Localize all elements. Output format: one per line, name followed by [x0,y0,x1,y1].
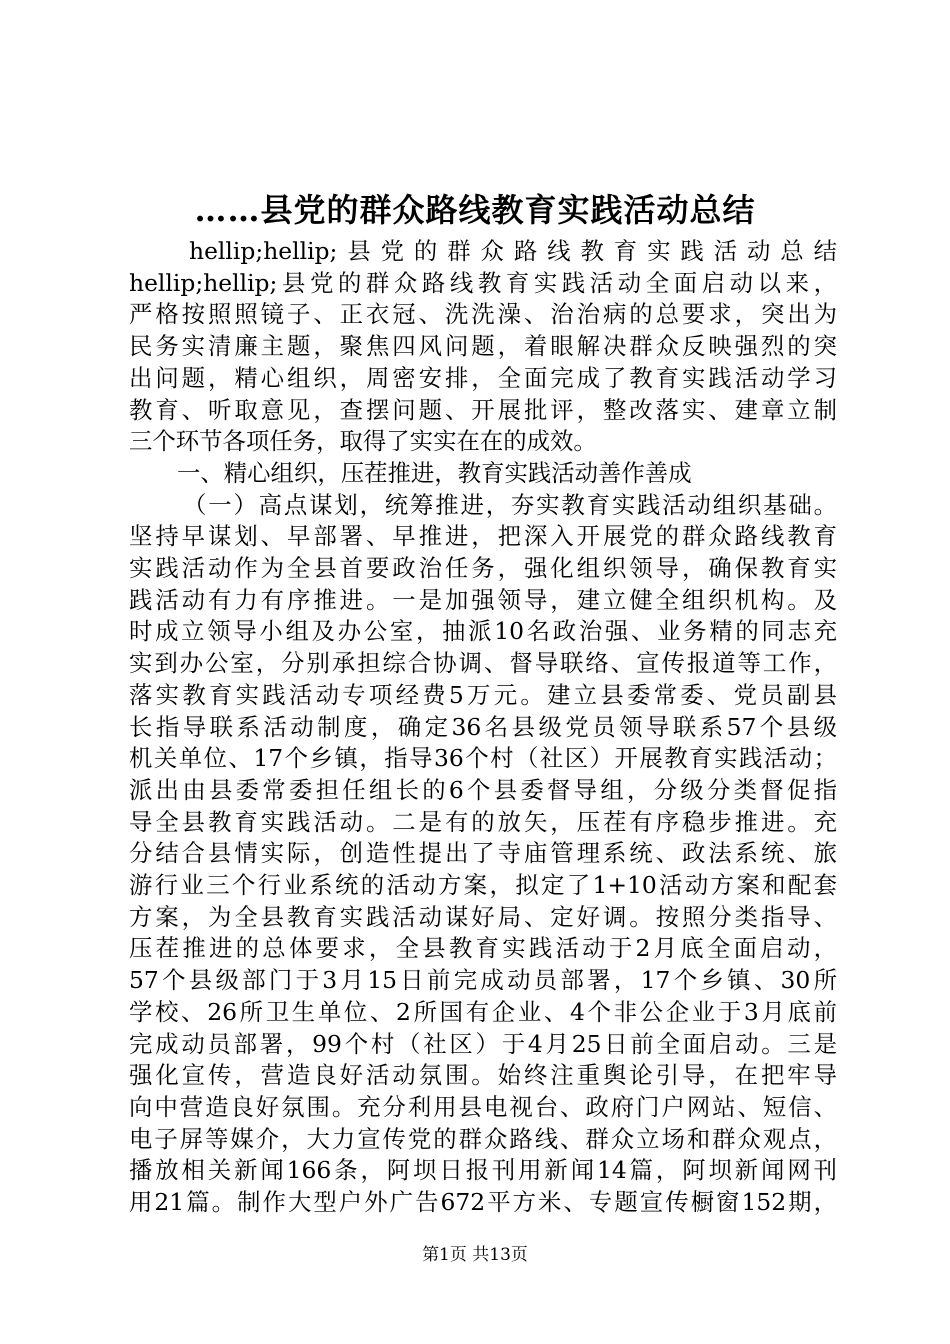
body-line: 落实教育实践活动专项经费5万元。建立县委常委、党员副县 [129,680,837,709]
body-line: 时成立领导小组及办公室，抽派10名政治强、业务精的同志充 [129,617,837,646]
body-line: 57个县级部门于3月15日前完成动员部署，17个乡镇、30所 [129,966,837,995]
body-line: 播放相关新闻166条，阿坝日报刊用新闻14篇，阿坝新闻网刊 [129,1156,837,1185]
subsection-heading: （一）高点谋划，统筹推进，夯实教育实践活动组织基础。 [183,490,837,519]
body-line: 坚持早谋划、早部署、早推进，把深入开展党的群众路线教育 [129,522,837,551]
body-line: hellip;hellip;县党的群众路线教育实践活动总结 [189,237,837,265]
body-line: 用21篇。制作大型户外广告672平方米、专题宣传橱窗152期， [129,1188,837,1217]
body-line: 教育、听取意见，查摆问题、开展批评，整改落实、建章立制 [129,395,837,424]
body-line: 完成动员部署，99个村（社区）于4月25日前全面启动。三是 [129,1029,837,1058]
body-line: 实践活动作为全县首要政治任务，强化组织领导，确保教育实 [129,554,837,583]
body-line: 游行业三个行业系统的活动方案，拟定了1+10活动方案和配套 [129,871,837,900]
body-line: 方案，为全县教育实践活动谋好局、定好调。按照分类指导、 [129,902,837,931]
body-line: 向中营造良好氛围。充分利用县电视台、政府门户网站、短信、 [129,1092,837,1121]
body-line: 分结合县情实际，创造性提出了寺庙管理系统、政法系统、旅 [129,839,837,868]
body-line: 压茬推进的总体要求，全县教育实践活动于2月底全面启动， [129,934,837,963]
body-line: 学校、26所卫生单位、2所国有企业、4个非公企业于3月底前 [129,997,837,1026]
document-body [129,236,837,1219]
body-line: 派出由县委常委担任组长的6个县委督导组，分级分类督促指 [129,775,837,804]
body-line: 民务实清廉主题，聚焦四风问题，着眼解决群众反映强烈的突 [129,332,837,361]
body-line: 长指导联系活动制度，确定36名县级党员领导联系57个县级 [129,712,837,741]
page-footer: 第1页 共13页 [422,1245,528,1265]
body-line: hellip;hellip;县党的群众路线教育实践活动全面启动以来， [129,268,837,297]
body-line: 严格按照照镜子、正衣冠、洗洗澡、治治病的总要求，突出为 [129,300,837,329]
body-line: 强化宣传，营造良好活动氛围。始终注重舆论引导，在把牢导 [129,1061,837,1090]
body-line: 践活动有力有序推进。一是加强领导，建立健全组织机构。及 [129,585,837,614]
body-line: 电子屏等媒介，大力宣传党的群众路线、群众立场和群众观点， [129,1124,837,1153]
document-title: ……县党的群众路线教育实践活动总结 [194,191,756,229]
body-line: 三个环节各项任务，取得了实实在在的成效。 [129,427,597,456]
section-heading: 一、精心组织，压茬推进，教育实践活动善作善成 [177,458,692,487]
body-line: 机关单位、17个乡镇，指导36个村（社区）开展教育实践活动； [129,744,837,773]
body-line: 导全县教育实践活动。二是有的放矢，压茬有序稳步推进。充 [129,807,837,836]
body-line: 实到办公室，分别承担综合协调、督导联络、宣传报道等工作， [129,649,837,678]
body-line: 出问题，精心组织，周密安排，全面完成了教育实践活动学习 [129,363,837,392]
